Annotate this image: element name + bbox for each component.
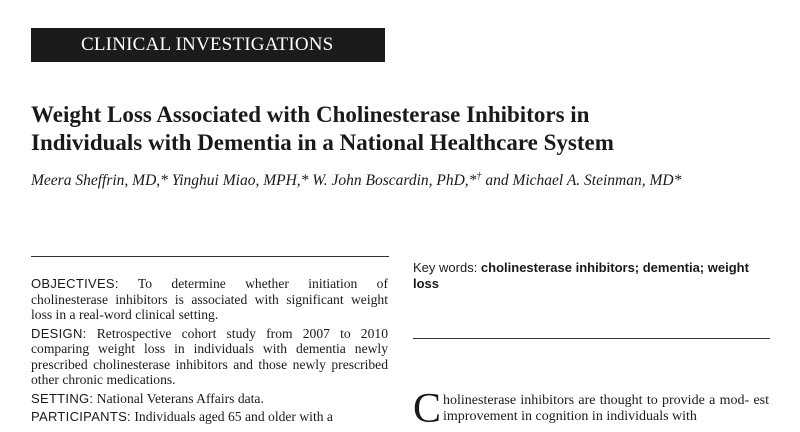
abstract-objectives <box>31 276 388 323</box>
setting-label: SETTING: <box>31 390 94 406</box>
design-label: DESIGN: <box>31 325 87 341</box>
abstract-top-rule <box>31 256 389 257</box>
abstract-participants <box>31 409 388 425</box>
keywords <box>413 260 771 292</box>
participants-text: Individuals aged 65 and older with a <box>130 409 333 424</box>
keywords-values: cholinesterase inhibitors; dementia; weight loss <box>413 260 749 291</box>
article-title-line-2: Individuals with Dementia in a National Healthcare System <box>31 130 614 155</box>
authors-part-2: and Michael A. Steinman, MD* <box>481 172 682 190</box>
abstract-setting <box>31 391 388 407</box>
section-banner-label: CLINICAL INVESTIGATIONS <box>81 34 334 55</box>
body-intro-paragraph <box>413 386 769 432</box>
body-line-2: est improvement in cognition in individuals with <box>443 393 769 424</box>
abstract-design <box>31 326 388 388</box>
objectives-text: To determine whether initiation of cholinesterase inhibitors is associated with significant weight loss in a real-word clinical setting. <box>31 276 388 322</box>
objectives-label: OBJECTIVES: <box>31 276 119 291</box>
author-list <box>31 171 796 190</box>
section-banner <box>31 28 385 62</box>
design-text: Retrospective cohort study from 2007 to 2010 comparing weight loss in individuals with dementia newly prescribed cholinesterase inhibitors and those newly prescribed other chronic medications. <box>31 325 388 387</box>
dropcap: C <box>413 386 442 432</box>
keywords-label: Key words: <box>413 260 478 275</box>
abstract <box>31 276 388 428</box>
authors-part-1: Meera Sheffrin, MD,* Yinghui Miao, MPH,* W. John Boscardin, PhD,* <box>31 172 477 190</box>
setting-text: National Veterans Affairs data. <box>93 390 264 406</box>
article-title-line-1: Weight Loss Associated with Cholinesterase Inhibitors in <box>31 102 590 127</box>
authors-dagger: † <box>476 171 482 182</box>
keywords-bottom-rule <box>413 338 770 339</box>
participants-label: PARTICIPANTS: <box>31 409 131 424</box>
body-line-1: holinesterase inhibitors are thought to provide a mod- <box>443 393 750 408</box>
article-title <box>31 101 791 157</box>
